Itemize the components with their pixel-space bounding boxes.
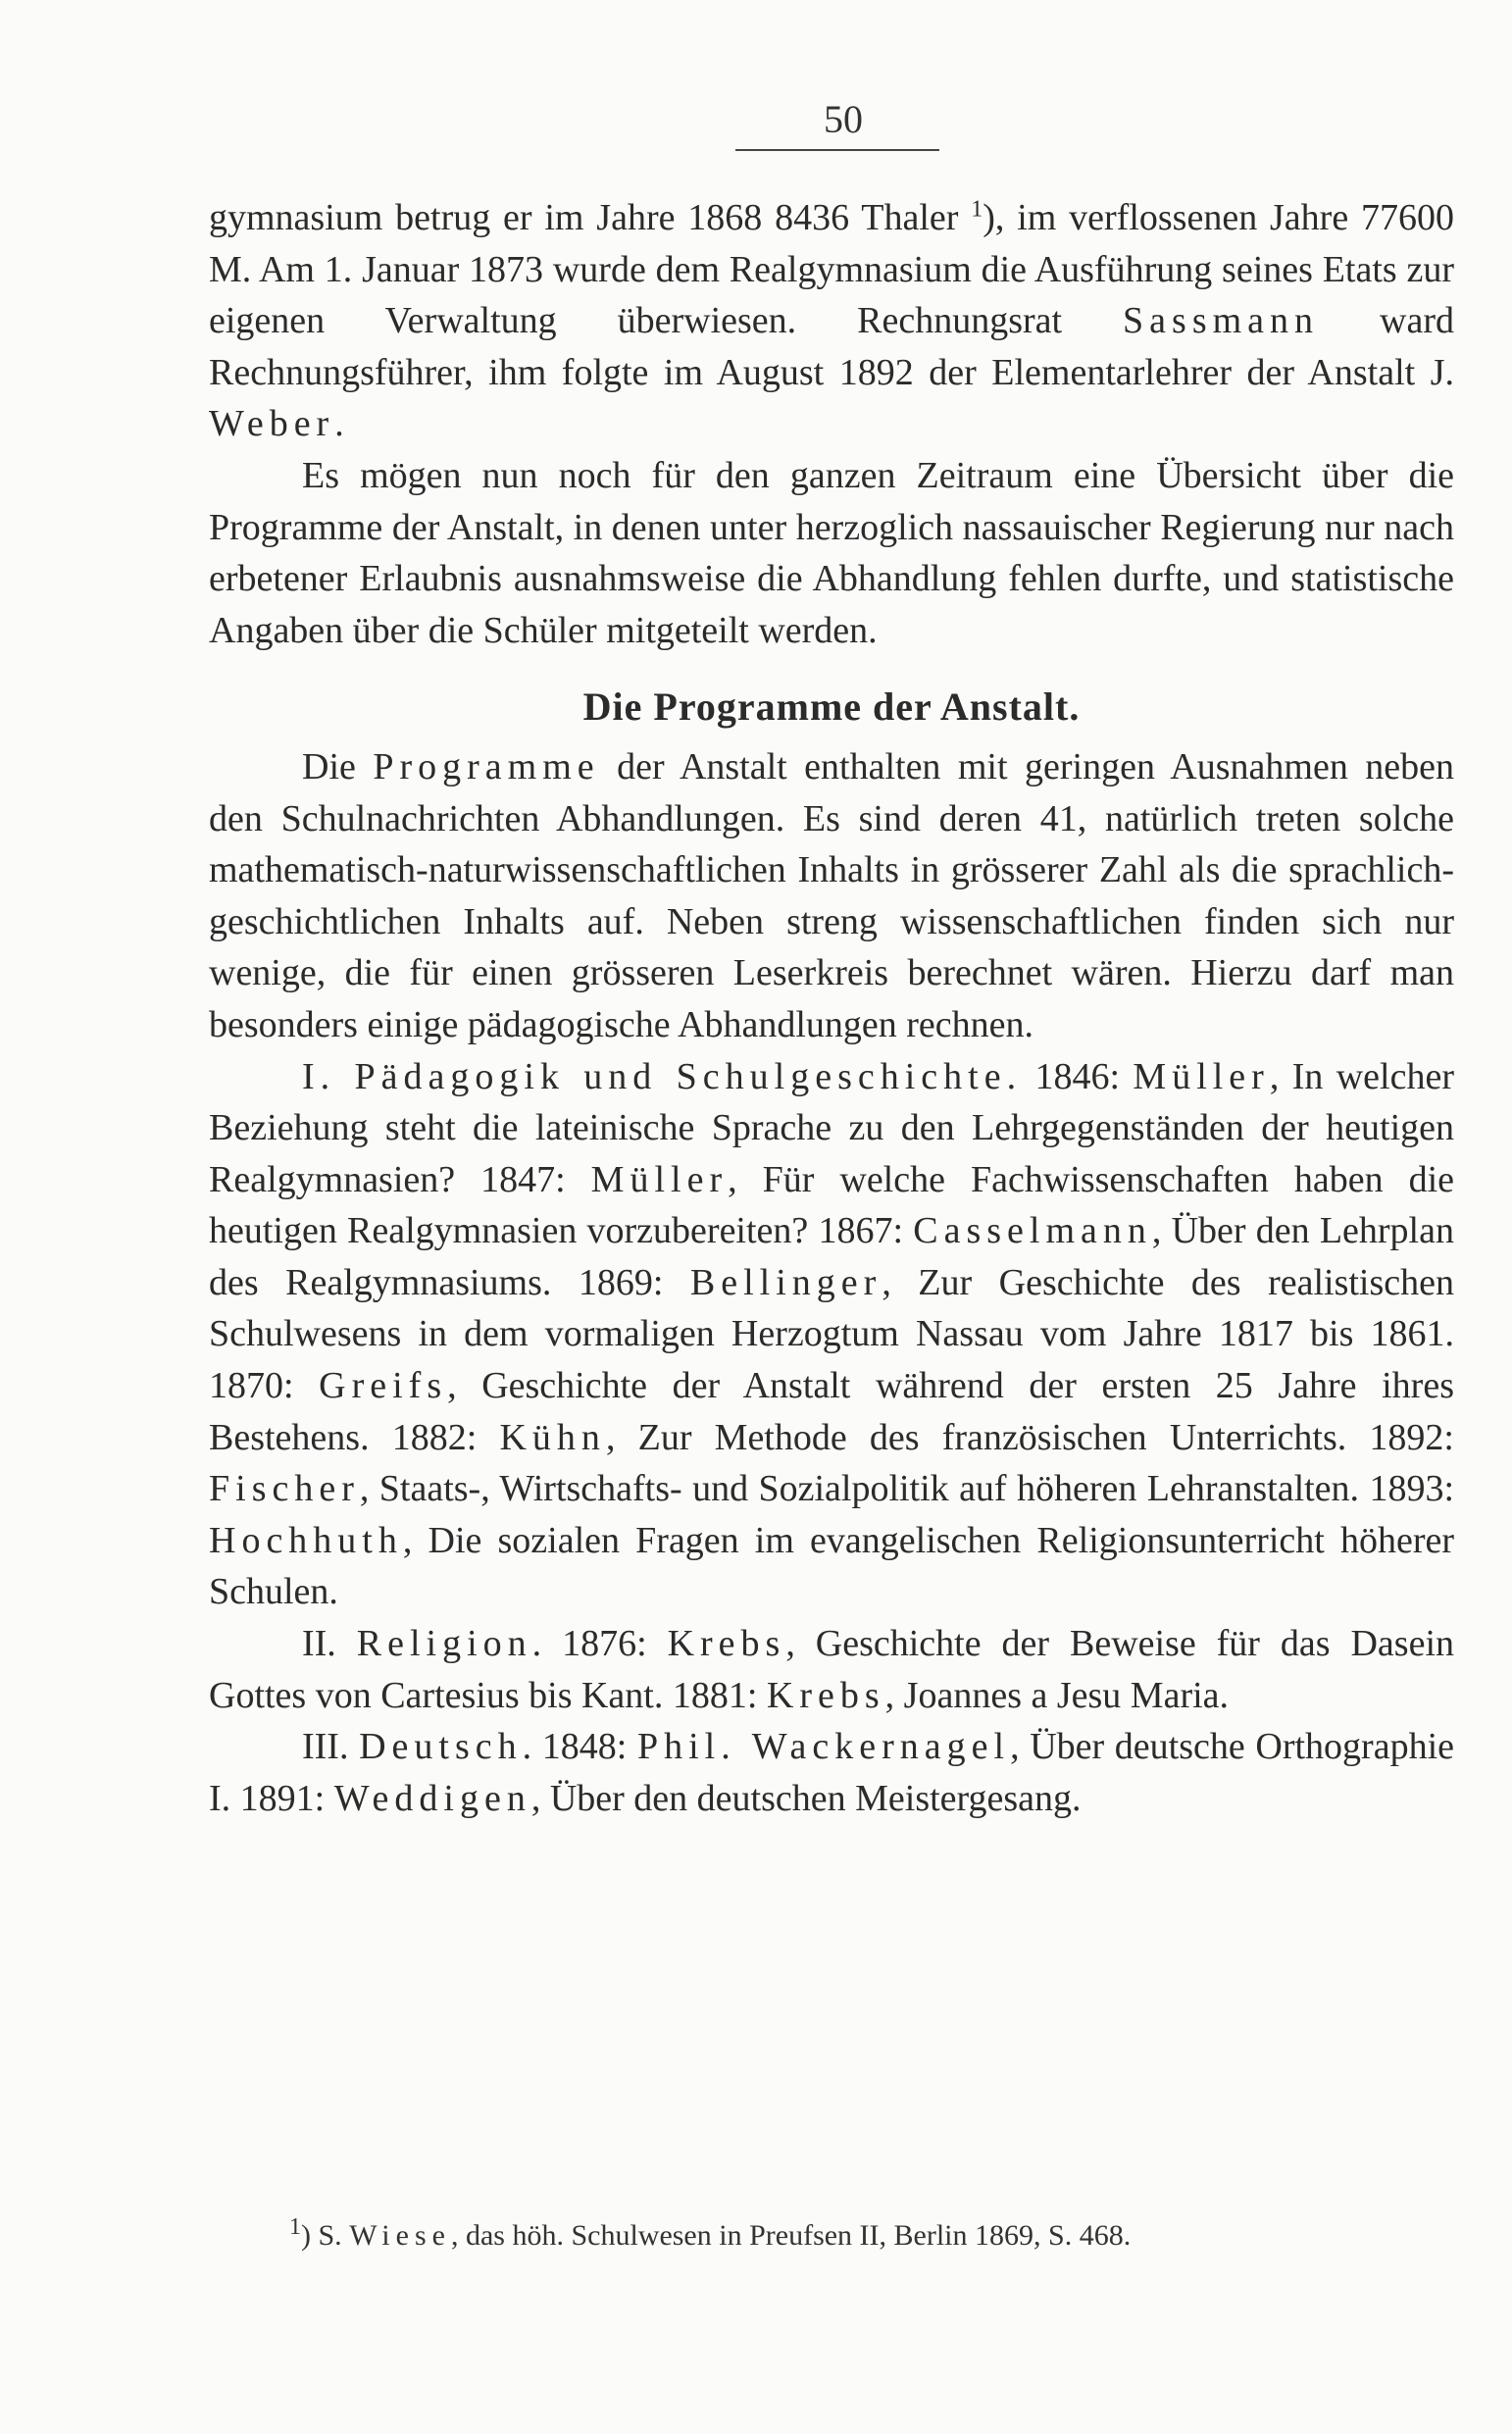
header-rule bbox=[735, 149, 939, 151]
section-label: Deutsch bbox=[359, 1726, 523, 1768]
paragraph-paedagogik: I. Pädagogik und Schulgeschichte. 1846: Müller, In welcher Beziehung steht die lateinische Sprache zu den Lehrgegenständen der heutigen Realgymnasien? 1847: Müller, Für welche Fachwissenschaften haben die heutigen Realgymnasien vorzubereiten? 1867: Casselmann, Über den Lehrplan des Realgymnasiums. 1869: Bellinger, Zur Geschichte des realistischen Schulwesens in dem vormaligen Herzogtum Nassau vom Jahre 1817 bis 1861. 1870: Greifs, Geschichte der Anstalt während der ersten 25 Jahre ihres Bestehens. 1882: Kühn, Zur Methode des französischen Unterrichts. 1892: Fischer, Staats-, Wirtschafts- und Sozialpolitik auf höheren Lehranstalten. 1893: Hochhuth, Die sozialen Fragen im evangelischen Religionsunterricht höherer Schulen. bbox=[209, 1055, 1454, 1613]
spaced-name: Sassmann bbox=[1123, 300, 1320, 342]
paragraph-3: Die Programme der Anstalt enthalten mit geringen Ausnahmen neben den Schulnachrichten Abhandlungen. Es sind deren 41, natürlich treten solche mathematisch-naturwissenschaftlichen Inhalts in grösserer Zahl als die sprachlich-geschichtlichen Inhalts auf. Neben streng wissenschaftlichen finden sich nur wenige, die für einen grösseren Leserkreis berechnet wären. Hierzu darf man besonders einige pädagogische Abhandlungen rechnen. bbox=[209, 745, 1454, 1045]
footnote-reference: 1 bbox=[971, 196, 983, 223]
paragraph-deutsch: III. Deutsch. 1848: Phil. Wackernagel, Über deutsche Orthographie I. 1891: Weddigen, Über den deutschen Meistergesang. bbox=[209, 1726, 1454, 1819]
paragraph-2: Es mögen nun noch für den ganzen Zeitraum eine Übersicht über die Programme der Anstalt, in denen unter herzoglich nassauischer Regierung nur nach erbetener Erlaubnis ausnahmsweise die Abhandlung fehlen durfte, und statistische Angaben über die Schüler mitgeteilt werden. bbox=[209, 454, 1454, 651]
spaced-name: Weber bbox=[209, 403, 335, 445]
footnote: $^1$) S. Wiese, das höh. Schulwesen in Preufsen II, Berlin 1869, S. 468. bbox=[289, 2214, 1132, 2252]
section-label: I. Pädagogik und Schulgeschichte. bbox=[302, 1055, 1023, 1097]
footnote-mark: 1 bbox=[289, 2214, 301, 2240]
paragraph-1: gymnasium betrug er im Jahre 1868 8436 Thaler $^1$), im verflossenen Jahre 77600 M. Am 1. Januar 1873 wurde dem Realgymnasium die Ausführung seines Etats zur eigenen Verwaltung überwiesen. Rechnungsrat Sassmann ward Rechnungsführer, ihm folgte im August 1892 der Elementarlehrer der Anstalt J. Weber. bbox=[209, 196, 1455, 445]
section-heading: Die Programme der Anstalt. bbox=[582, 685, 1081, 730]
page-number: 50 bbox=[824, 97, 863, 141]
paragraph-religion: II. Religion. 1876: Krebs, Geschichte der Beweise für das Dasein Gottes von Cartesius bis Kant. 1881: Krebs, Joannes a Jesu Maria. bbox=[209, 1623, 1455, 1716]
body-text bbox=[209, 192, 1454, 1824]
section-label: Religion bbox=[356, 1623, 532, 1665]
